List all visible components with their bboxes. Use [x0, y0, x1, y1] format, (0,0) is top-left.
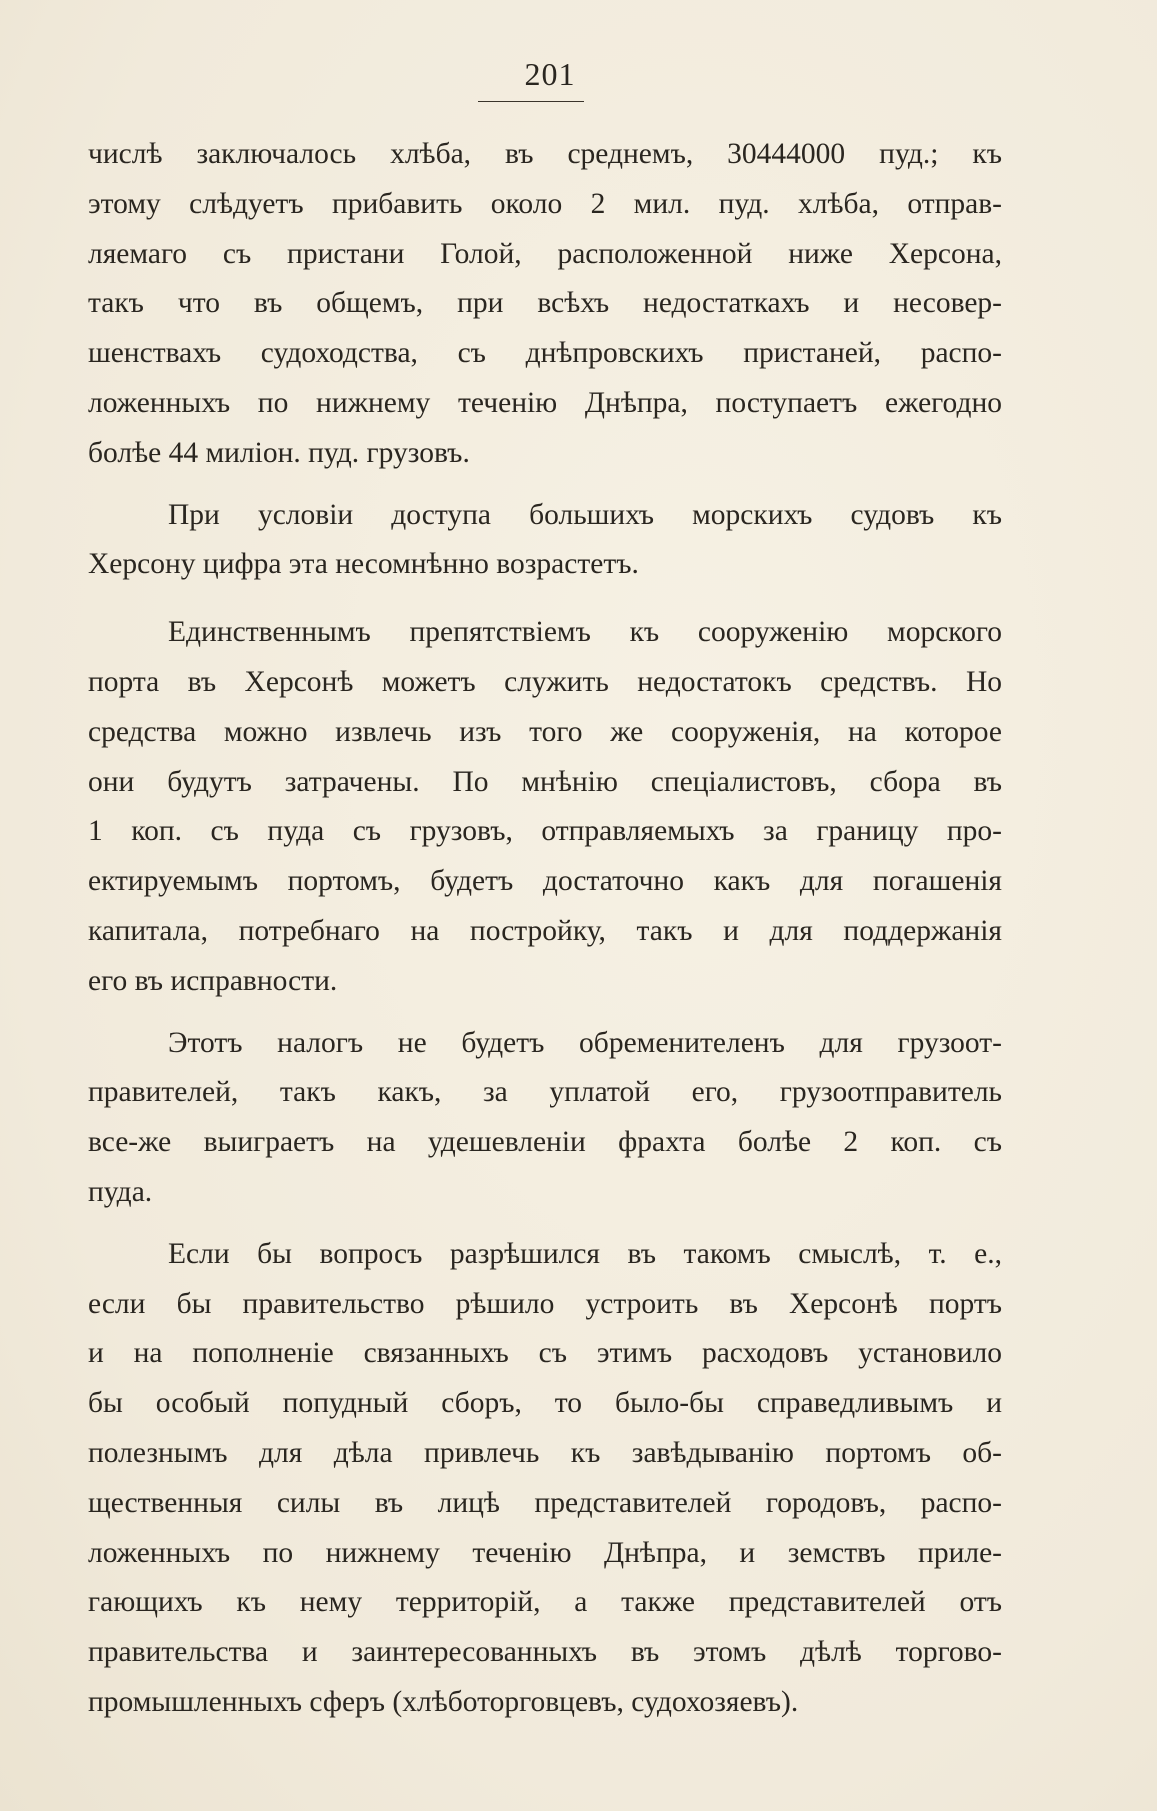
body-text	[88, 130, 1002, 1740]
text-line: Единственнымъ препятствіемъ къ сооруженію морского	[168, 616, 1002, 649]
text-line: пуда.	[88, 1175, 153, 1208]
paragraph-2	[88, 491, 1002, 591]
text-line: капитала, потребнаго на постройку, такъ и для поддержанія	[88, 914, 1002, 947]
text-line: если бы правительство рѣшило устроить въ Херсонѣ портъ	[88, 1287, 1002, 1320]
text-line: Херсону цифра эта несомнѣнно возрастетъ.	[88, 548, 639, 581]
text-line: щественныя силы въ лицѣ представителей городовъ, распо-	[88, 1486, 1002, 1519]
text-line: ляемаго съ пристани Голой, расположенной ниже Херсона,	[88, 237, 1002, 270]
text-line: При условіи доступа большихъ морскихъ судовъ къ	[168, 498, 1002, 531]
text-line: шенствахъ судоходства, съ днѣпровскихъ пристаней, распо-	[88, 337, 1002, 370]
paragraph-5	[88, 1230, 1002, 1728]
text-line: этому слѣдуетъ прибавить около 2 мил. пуд. хлѣба, отправ-	[88, 187, 1002, 220]
text-line: такъ что въ общемъ, при всѣхъ недостаткахъ и несовер-	[88, 287, 1002, 320]
text-line: они будутъ затрачены. По мнѣнію спеціалистовъ, сбора въ	[88, 765, 1002, 798]
text-line: числѣ заключалось хлѣба, въ среднемъ, 30444000 пуд.; къ	[88, 138, 1002, 170]
text-line: правительства и заинтересованныхъ въ этомъ дѣлѣ торгово-	[88, 1636, 1002, 1669]
text-line: средства можно извлечь изъ того же сооруженія, на которое	[88, 715, 1002, 748]
text-line: Этотъ налогъ не будетъ обременителенъ для грузоот-	[168, 1026, 1002, 1059]
paragraph-1	[88, 130, 1002, 479]
text-line: болѣе 44 миліон. пуд. грузовъ.	[88, 436, 470, 469]
text-line: гающихъ къ нему территорій, а также представителей отъ	[88, 1586, 1002, 1619]
text-line: правителей, такъ какъ, за уплатой его, грузоотправитель	[88, 1076, 1002, 1109]
text-line: 1 коп. съ пуда съ грузовъ, отправляемыхъ за границу про-	[88, 815, 1002, 848]
paragraph-4	[88, 1019, 1002, 1218]
text-line: промышленныхъ сферъ (хлѣботорговцевъ, судохозяевъ).	[88, 1685, 799, 1718]
text-line: ектируемымъ портомъ, будетъ достаточно какъ для погашенія	[88, 865, 1002, 898]
text-line: полезнымъ для дѣла привлечь къ завѣдыванію портомъ об-	[88, 1436, 1002, 1469]
text-line: ложенныхъ по нижнему теченію Днѣпра, поступаетъ ежегодно	[88, 386, 1002, 419]
text-line: ложенныхъ по нижнему теченію Днѣпра, и земствъ приле-	[88, 1536, 1002, 1569]
text-line: порта въ Херсонѣ можетъ служить недостатокъ средствъ. Но	[88, 665, 1002, 698]
text-line: его въ исправности.	[88, 964, 338, 997]
text-line: бы особый попудный сборъ, то было-бы справедливымъ и	[88, 1387, 1002, 1420]
page-number: 201	[524, 56, 576, 92]
text-line: все-же выиграетъ на удешевленіи фрахта болѣе 2 коп. съ	[88, 1126, 1002, 1159]
text-line: и на пополненіе связанныхъ съ этимъ расходовъ установило	[88, 1337, 1002, 1370]
paragraph-3	[88, 608, 1002, 1006]
page-number-rule	[478, 101, 584, 102]
text-line: Если бы вопросъ разрѣшился въ такомъ смыслѣ, т. е.,	[168, 1237, 1002, 1270]
